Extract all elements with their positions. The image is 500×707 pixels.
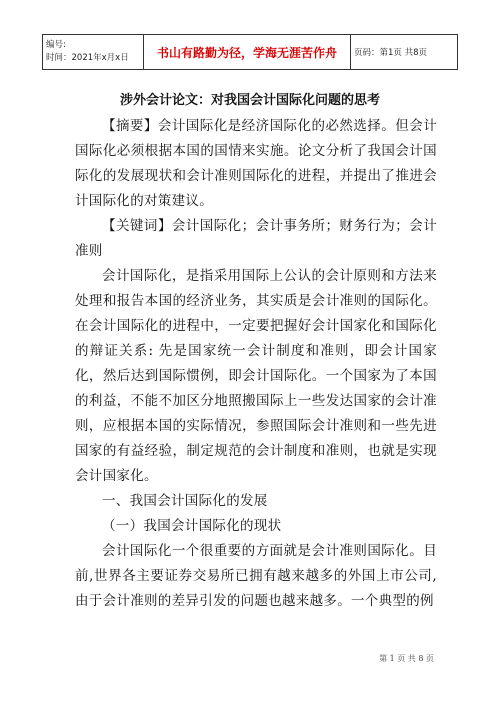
document-title: 涉外会计论文：对我国会计国际化问题的思考 [119, 93, 380, 108]
header-meta-cell [43, 35, 144, 70]
abstract-paragraph: 【摘要】会计国际化是经济国际化的必然选择。但会计国际化必须根据本国的国情来实施。论文分析了我国会计国际化的发展现状和会计准则国际化的进程，并提出了推进会计国际化的对策建议。 [75, 118, 437, 209]
number-label: 编号: [46, 40, 66, 50]
time-label: 时间：2021年x月x日 [46, 53, 129, 63]
section-heading: 一、我国会计国际化的发展 [102, 493, 268, 509]
subsection-heading: （一）我国会计国际化的现状 [102, 518, 282, 534]
document-body [75, 114, 437, 614]
header-table [42, 34, 458, 70]
body-paragraph: 会计国际化一个很重要的方面就是会计准则国际化。目前,世界各主要证券交易所已拥有越来越多的外国上市公司,由于会计准则的差异引发的问题也越来越多。一个典型的例 [75, 543, 437, 609]
header-page-info: 页码：第1页 共8页 [351, 35, 458, 70]
header-motto: 书山有路勤为径，学海无涯苦作舟 [144, 35, 351, 70]
keywords-paragraph: 【关键词】会计国际化；会计事务所；财务行为；会计准则 [75, 218, 437, 259]
page-footer: 第 1 页 共 8 页 [379, 654, 434, 663]
intro-paragraph: 会计国际化，是指采用国际上公认的会计原则和方法来处理和报告本国的经济业务，其实质是会计准则的国际化。在会计国际化的进程中，一定要把握好会计国家化和国际化的辩证关系: 先是国家统一会计制度和准则，即会计国家化，然后达到国际惯例，即会计国际化。一个国家为了本国的利益，不能不加区分地照搬国际上一些发达国家的会计准则，应根据本国的实际情况，参照国际会计准则和一些先进国家的有益经验，制定规范的会计制度和准则，也就是实现会计国家化。 [75, 268, 437, 484]
